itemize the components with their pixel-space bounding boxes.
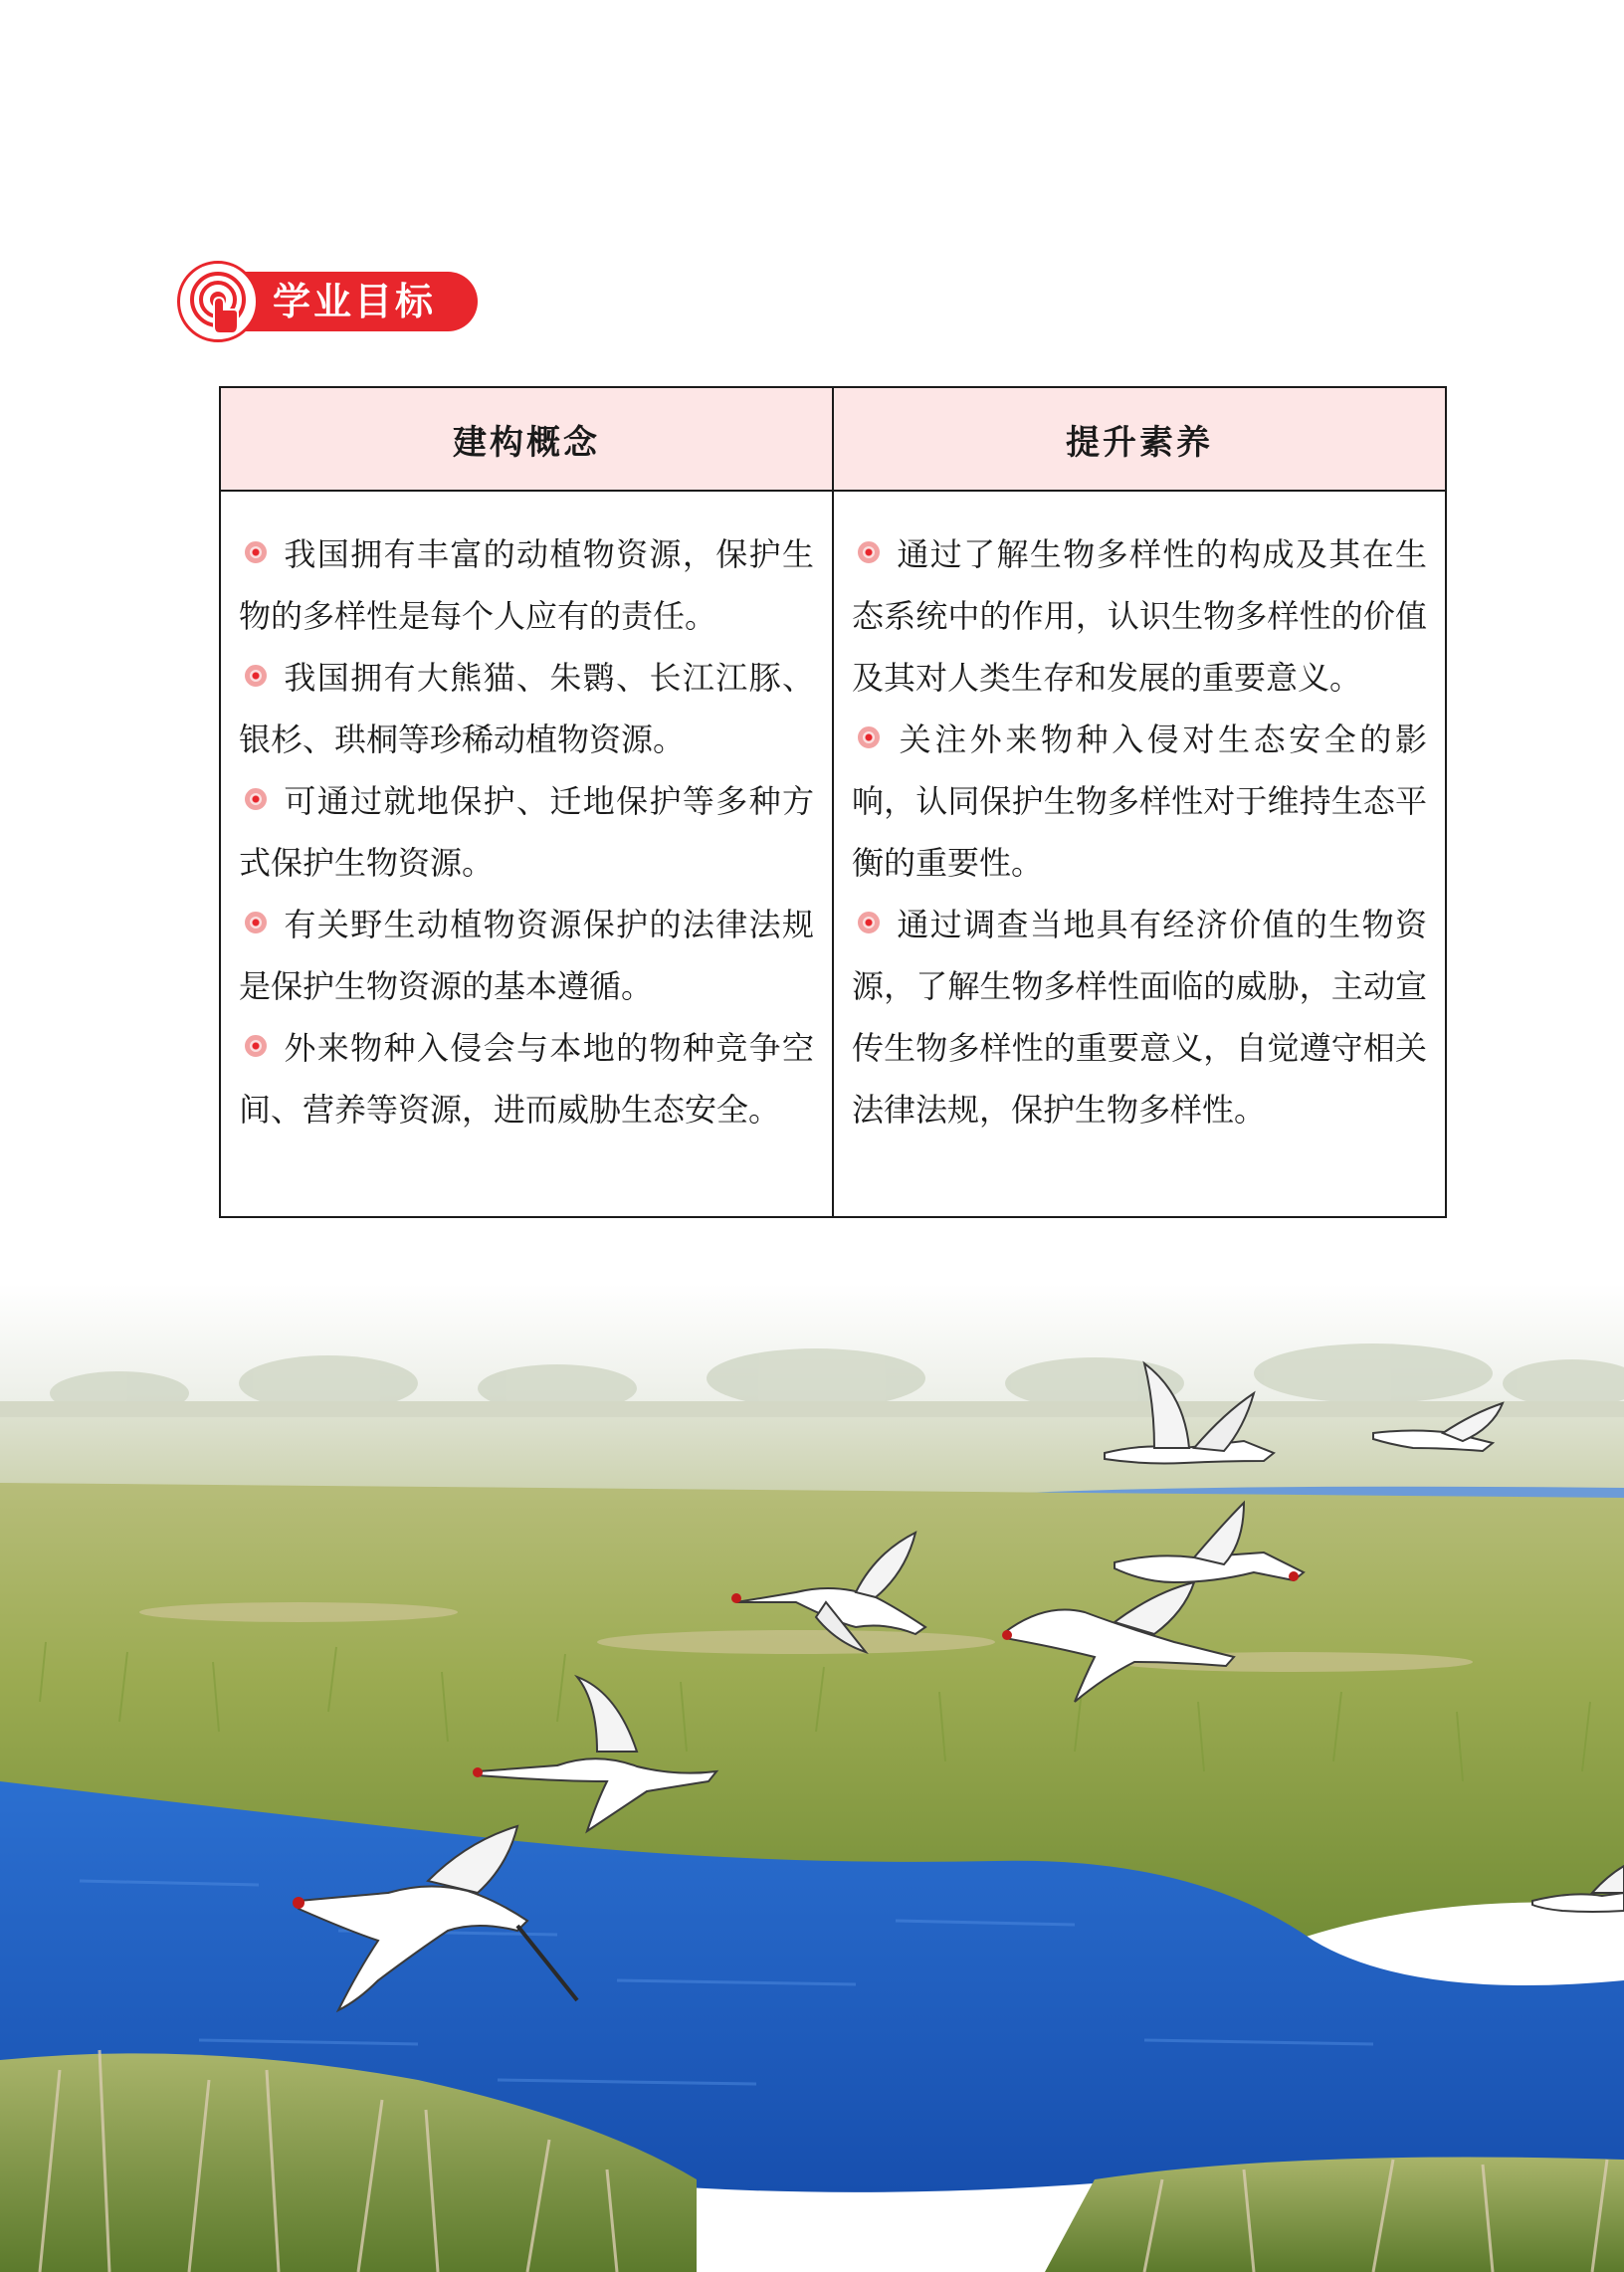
circle-bullet-icon	[245, 665, 267, 687]
target-touch-icon	[177, 261, 259, 342]
concepts-list	[221, 492, 834, 1216]
circle-bullet-icon	[858, 726, 880, 748]
section-title: 学业目标	[273, 280, 437, 323]
list-item: 可通过就地保护、迁地保护等多种方式保护生物资源。	[239, 782, 814, 882]
circle-bullet-icon	[245, 788, 267, 810]
list-item: 通过调查当地具有经济价值的生物资源，了解生物多样性面临的威胁，主动宣传生物多样性的重要意义，自觉遵守相关法律法规，保护生物多样性。	[852, 906, 1427, 1129]
column-heading-literacy: 提升素养	[834, 388, 1445, 492]
wetland-cranes-photo	[0, 1284, 1624, 2272]
circle-bullet-icon	[245, 1035, 267, 1057]
list-item: 通过了解生物多样性的构成及其在生态系统中的作用，认识生物多样性的价值及其对人类生存和发展的重要意义。	[852, 535, 1427, 697]
list-item: 关注外来物种入侵对生态安全的影响，认同保护生物多样性对于维持生态平衡的重要性。	[852, 721, 1427, 882]
literacy-list	[834, 492, 1445, 1216]
circle-bullet-icon	[858, 912, 880, 933]
list-item: 我国拥有丰富的动植物资源，保护生物的多样性是每个人应有的责任。	[239, 535, 814, 635]
circle-bullet-icon	[245, 912, 267, 933]
objectives-table	[219, 386, 1447, 1218]
list-item: 有关野生动植物资源保护的法律法规是保护生物资源的基本遵循。	[239, 906, 814, 1005]
circle-bullet-icon	[245, 541, 267, 563]
list-item: 外来物种入侵会与本地的物种竞争空间、营养等资源，进而威胁生态安全。	[239, 1029, 814, 1129]
column-heading-concepts: 建构概念	[221, 388, 834, 492]
circle-bullet-icon	[858, 541, 880, 563]
section-header-badge	[177, 261, 482, 342]
list-item: 我国拥有大熊猫、朱鹮、长江江豚、银杉、珙桐等珍稀动植物资源。	[239, 659, 814, 758]
